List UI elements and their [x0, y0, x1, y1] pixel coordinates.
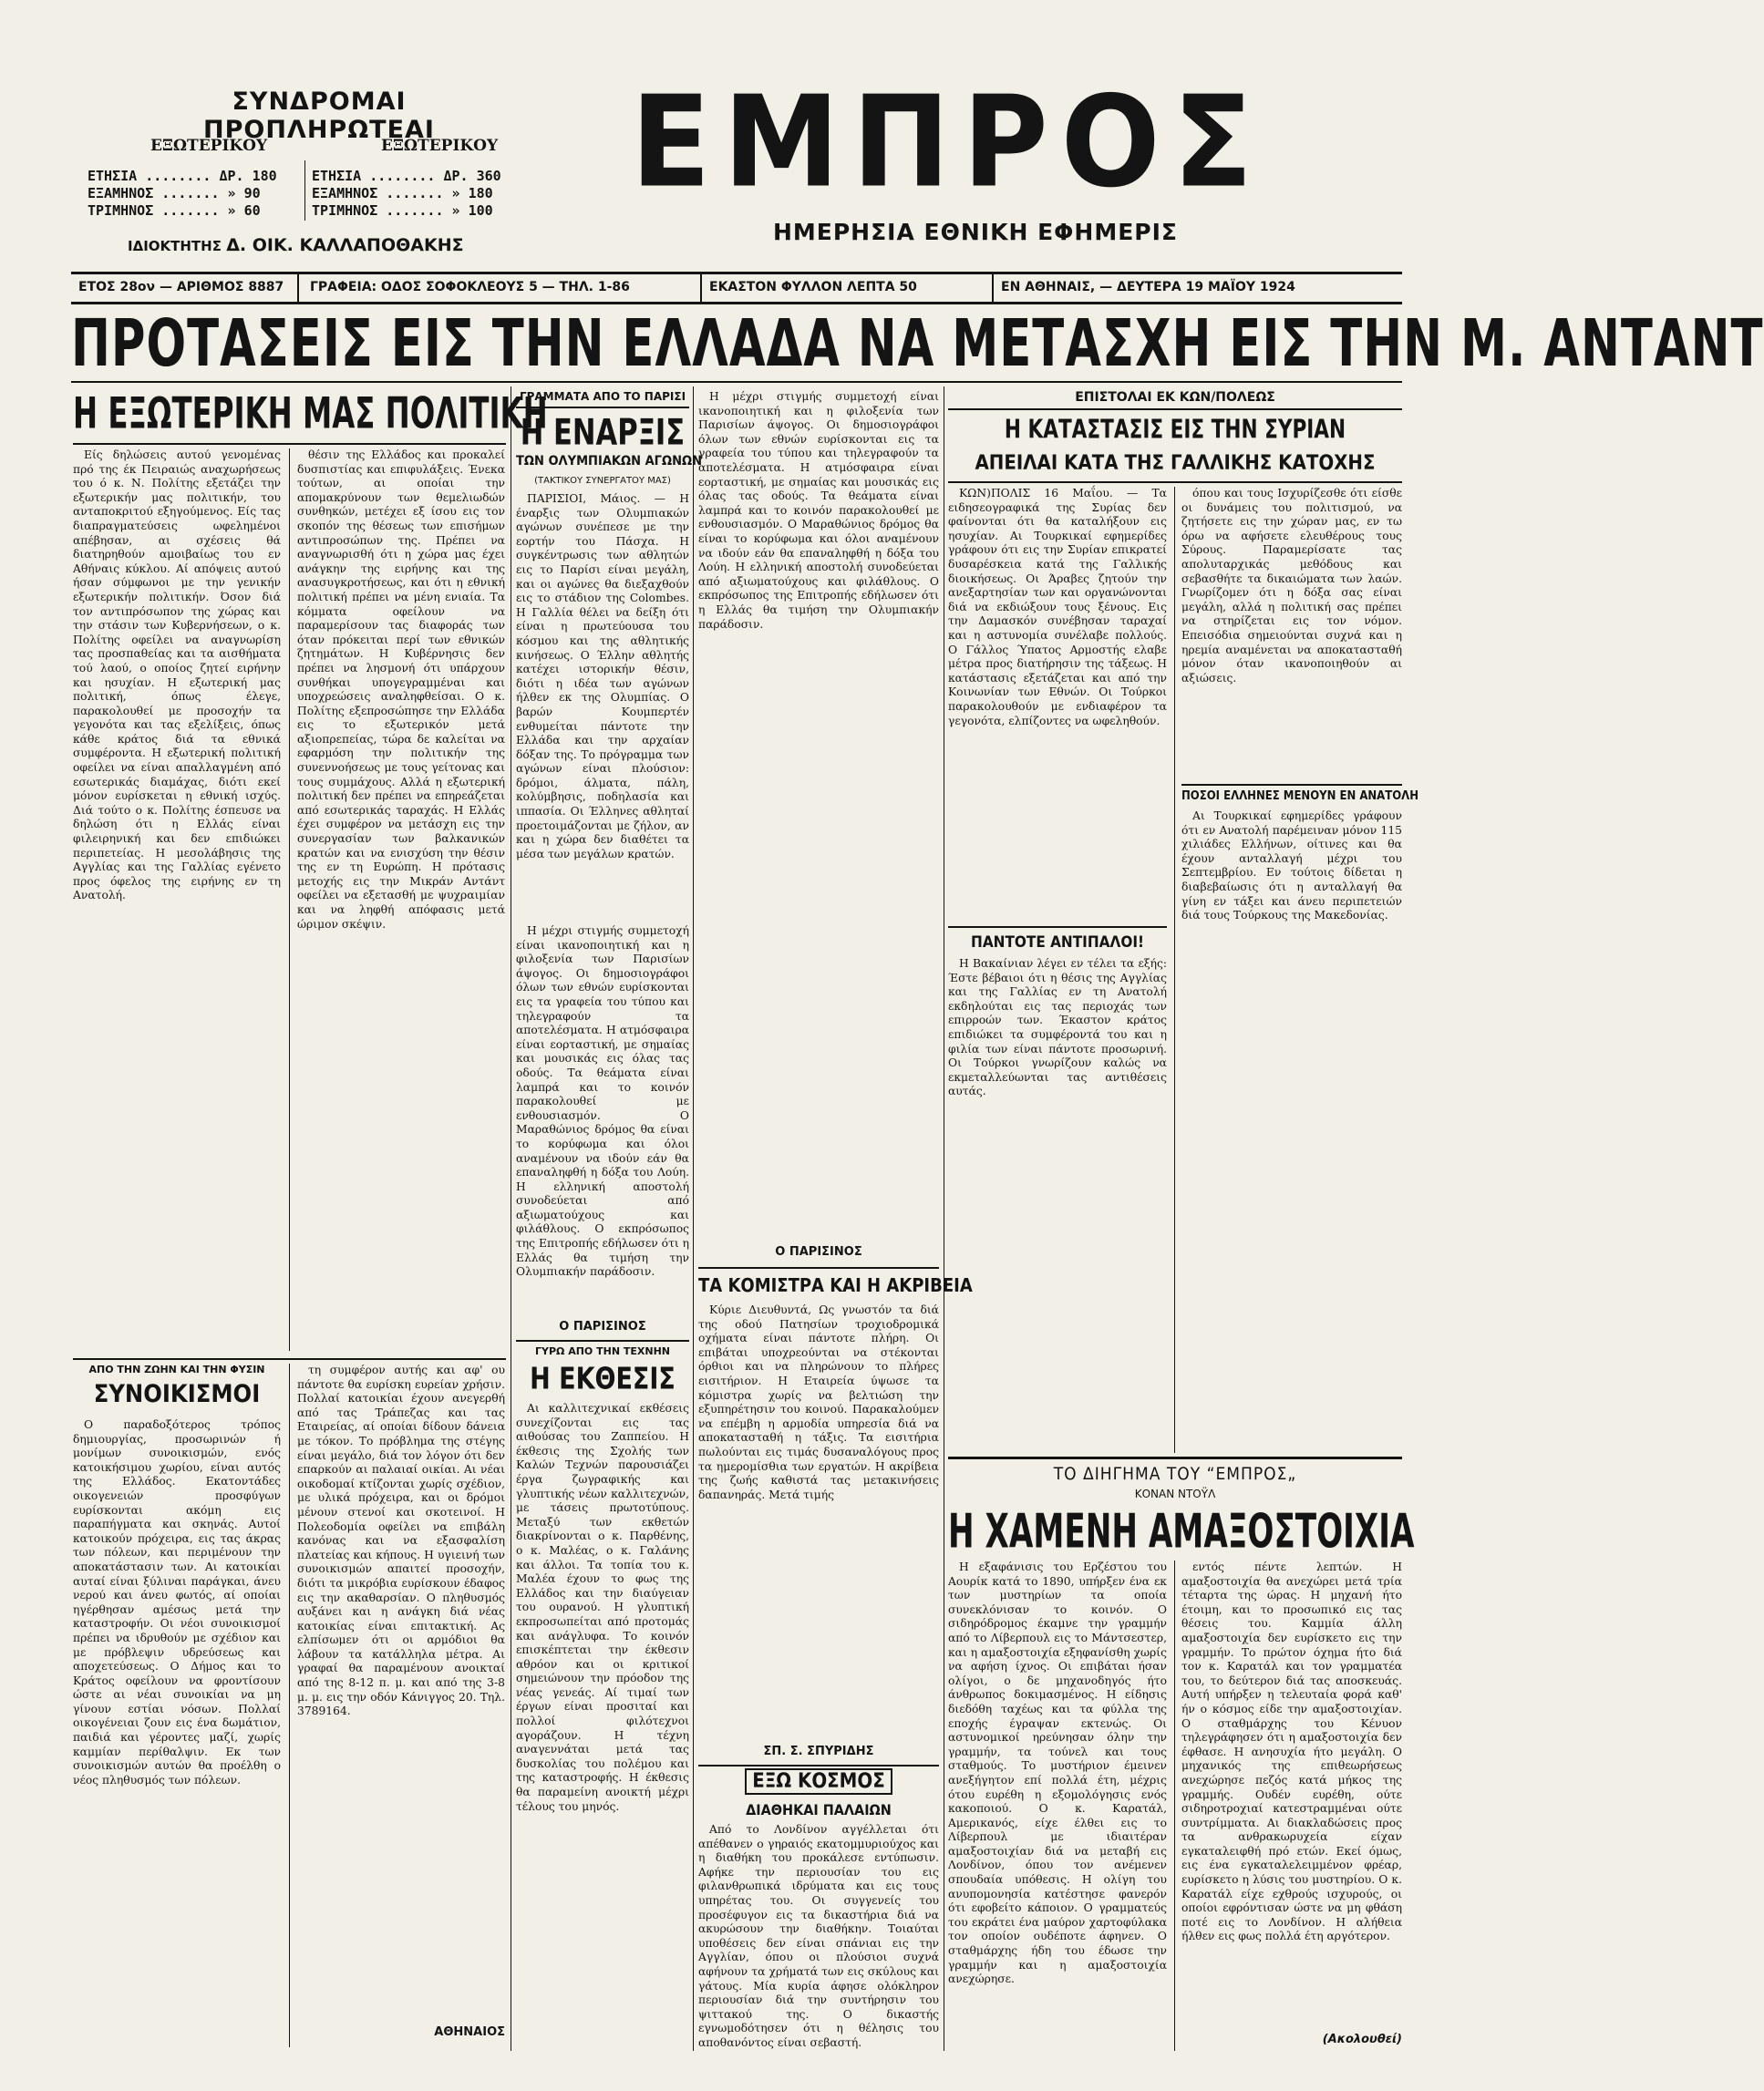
kicker-rule — [948, 408, 1402, 410]
subscriptions-col-left-title: ΕΞΩΤΕΡΙΚΟΥ — [150, 137, 268, 155]
section-rule — [948, 926, 1167, 928]
rates-divider — [304, 160, 305, 221]
section-rule — [516, 1340, 689, 1342]
story-text-col6: εντός πέντε λεπτών. Η αμαξοστοιχία θα ανεχώρει μετά τρία τέταρτα της ώρας. Η μηχανή ήτο έτοιμη, και το προσωπικό εις τας θέσεις του. Καμμία άλλη αμαξοστοιχία δεν ευρίσκετο εις την γραμμήν. Το πρώτον όχημα ήτο διά τον κ. Καρατάλ και τον γραμματέα του, το δεύτερον διά τας αποσκευάς. Αυτή υπήρξεν η τελευταία φορά καθ' ήν ο κόσμος είδε την αμαξοστοιχίαν. Ο σταθμάρχης του Κένυον τηλεγράφησεν ότι η αμαξοστοιχία δεν έφθασε. Η ανησυχία ήτο μεγάλη. Ο μηχανικός της επιθεωρήσεως ανεχώρησε πεζός κατά μήκος της γραμμής. Ουδέν ευρέθη, ούτε σιδηροτροχιαί κατεστραμμέναι ούτε συντρίμματα. Αι διακλαδώσεις προς τα ανθρακωρυχεία είχαν εγκαταλειφθή πρό ετών. Εκεί όμως, εις ένα εγκαταλελειμμένον φρέαρ, ευρίσκετο η λύσις του μυστηρίου. Ο κ. Καρατάλ είχε εχθρούς ισχυρούς, οι οποίοι εφρόντισαν ώστε να μη φθάση ποτέ εις το Λονδίνον. Η αλήθεια ήλθεν εις φως πολλά έτη αργότερον. — [1181, 1561, 1402, 1943]
owner-name: Δ. ΟΙΚ. ΚΑΛΛΑΠΟΘΑΚΗΣ — [226, 235, 464, 255]
rates-right — [312, 168, 531, 220]
column-rule — [289, 1364, 290, 2047]
info-bar — [71, 272, 1402, 304]
syria-text-col6: όπου και τους Ισχυρίζεσθε ότι είσθε οι δυνάμεις του πολιτισμού, να ζητήσετε εις την χώραν μας, εν τω όρω να αφήσετε ελευθέρους τους Σύρους. Παραμερίσατε τας απολυταρχικάς μεθόδους και σεβασθήτε τα δικαιώματα των λαών. Γνωρίζομεν ότι η δόξα σας είναι μεγάλη, αλλά η πολιτική σας πρέπει να στηρίζεται εις τον νόμον. Επεισόδια σημειούνται συχνά και η ηρεμία αναμένεται να αποκατασταθή μόνον όταν ικανοποιηθούν αι αξιώσεις. — [1181, 487, 1402, 685]
subscriptions-title: ΣΥΝΔΡΟΜΑΙ ΠΡΟΠΛΗΡΩΤΕΑΙ — [203, 88, 435, 144]
fares-signature: ΣΠ. Σ. ΣΠΥΡΙΔΗΣ — [763, 1745, 874, 1758]
column-rule — [693, 386, 694, 2051]
antipaloi-text: Η Βακαίνιαν λέγει εν τέλει τα εξής: Έστε βέβαιοι ότι η θέσις της Αγγλίας και της Γαλλίας εν τη Ανατολή εκδηλούται εις τας περιοχάς των επιρροών των. Έκαστον κράτος επιδιώκει τα συμφέροντά του και η φιλία των είναι πάντοτε προσωρινή. Οι Τούρκοι γνωρίζουν καλώς να εκμεταλλεύωνται τας αντιθέσεις αυτάς. — [948, 957, 1167, 1098]
office-address: ΓΡΑΦΕΙΑ: ΟΔΟΣ ΣΟΦΟΚΛΕΟΥΣ 5 — ΤΗΛ. 1-86 — [310, 280, 630, 294]
column-rule — [289, 448, 290, 1351]
title-rule — [73, 443, 506, 445]
story-continued: (Ακολουθεί) — [1322, 2033, 1402, 2046]
foreign-policy-title: Η ΕΞΩΤΕΡΙΚΗ ΜΑΣ ΠΟΛΙΤΙΚΗ — [73, 390, 548, 439]
story-top-rule — [948, 1457, 1402, 1459]
foreign-policy-text-col1: Είς δηλώσεις αυτού γενομένας πρό της έκ Πειραιώς αναχωρήσεως του ό κ. Ν. Πολίτης εξετάζει την εξωτερικήν μας πολιτικήν, του ανταποκριτού εξηγούμενος. Είς τας διαπραγματεύσεις ωφελημένοι απέβησαν, αι σχέσεις θά διατηρηθούν αμοιβαίως του εν Αθήναις κύκλου. Αί απόψεις αυτού ήσαν σύμφωνοι με την γενικήν εξωτερικήν πολιτικήν. Όσον διά τον αντιπρόσωπον της χώρας και την στάσιν των Κυβερνήσεων, ο κ. Πολίτης οφείλει να αναγνωρίση τας προσπαθείας και τα αισθήματα τού λαού, ο οποίος ζητεί ειρήνην και ησυχίαν. Η εξωτερική μας πολιτική, όπως έλεγε, παρακολουθεί με προσοχήν τα γεγονότα και τας εξελίξεις, όπως κάθε κράτος διά τα εθνικά συμφέροντα. Η εξωτερική πολιτική οφείλει να είναι απαλλαγμένη από εσωτερικάς διαμάχας, διότι εκεί μόνον ευρίσκεται η εθνική ισχύς. Διά τούτο ο κ. Πολίτης έσπευσε να δηλώση ότι η Ελλάς είναι φιλειρηνική και δεν επιδιώκει περιπετείας. Η μεσολάβησις της Αγγλίας και της Γαλλίας εγένετο προς όφελος της ειρήνης εν τη Ανατολή. — [73, 448, 281, 902]
rates-left — [88, 168, 299, 220]
rate-row: ΕΞΑΜΗΝΟΣ ....... » 180 — [312, 185, 493, 201]
syria-subtitle: ΑΠΕΙΛΑΙ ΚΑΤΑ ΤΗΣ ΓΑΛΛΙΚΗΣ ΚΑΤΟΧΗΣ — [975, 452, 1376, 475]
olympics-signature: Ο ΠΑΡΙΣΙΝΟΣ — [559, 1320, 646, 1334]
anatolia-title: ΠΟΣΟΙ ΕΛΛΗΝΕΣ ΜΕΝΟΥΝ ΕΝ ΑΝΑΤΟΛΗ — [1181, 789, 1418, 803]
olympics-continuation-text: Η μέχρι στιγμής συμμετοχή είναι ικανοποιητική και η φιλοξενία των Παρισίων άψογος. Οι δημοσιογράφοι όλων των εθνών ευρίσκονται εις τα γραφεία του τύπου και τηλεγραφούν τα αποτελέσματα. Η ατμόσφαιρα είναι εορταστική, με σημαίας και μουσικάς εις όλας τας οδούς. Τα θεάματα είναι λαμπρά και το κοινόν παρακολουθεί με ενθουσιασμόν. Ο Μαραθώνιος δρόμος θα είναι το κορύφωμα και όλοι αναμένουν να ιδούν εάν θα επαναληφθή η δόξα του Λούη. Η ελληνική αποστολή συνοδεύεται από αξιωματούχους και φιλάθλους. Ο εκπρόσωπος της Επιτροπής εδήλωσεν ότι η Ελλάς θα τιμήση την Ολυμπιακήν παράδοσιν. — [698, 390, 939, 631]
abroad-title-box: ΕΞΩ ΚΟΣΜΟΣ — [745, 1768, 892, 1795]
owner-label: ΙΔΙΟΚΤΗΤΗΣ — [128, 238, 222, 254]
issue-date: ΕΝ ΑΘΗΝΑΙΣ, — ΔΕΥΤΕΡΑ 19 ΜΑΪΟΥ 1924 — [1001, 280, 1295, 294]
synoikismoi-title: ΣΥΝΟΙΚΙΣΜΟΙ — [93, 1380, 261, 1408]
story-text-col5: Η εξαφάνισις του Ερζέστου του Αουρίκ κατά το 1890, υπήρξεν ένα εκ των μυστηρίων τα οποία συνεκλόνισαν το κοινόν. Ο σιδηρόδρομος έκαμνε την γραμμήν από το Λίβερπουλ εις το Μάντσεστερ, και η αμαξοστοιχία εξηφανίσθη χωρίς να αφήση ίχνος. Οι επιβάται ήσαν ολίγοι, ο δε μηχανοδηγός ήτο άνθρωπος δοκιμασμένος. Η είδησις διεδόθη ταχέως και τα φύλλα της εποχής έγραψαν εκτενώς. Οι αστυνομικοί ηρεύνησαν όλην την γραμμήν, τα τούνελ και τους σταθμούς. Το μυστήριον έμεινεν ανεξήγητον επί πολλά έτη, μέχρις ότου ευρέθη η εξομολόγησις ενός κακοποιού. Ο κ. Καρατάλ, Αμερικανός, είχε έλθει εις το Λίβερπουλ με ιδιαιτέραν αμαξοστοιχίαν διά να μεταβή εις Λονδίνον, όπου τον ανέμενεν σπουδαία υπόθεσις. Η ολίγη του ανυπομονησία κατέστησε φανερόν ότι εφοβείτο κάποιον. Ο γραμματεύς του εκράτει ένα μαύρον χαρτοφύλακα τον οποίον ουδέποτε άφηνεν. Ο σταθμάρχης ήδη του έδωσε την γραμμήν και η αμαξοστοιχία ανεχώρησε. — [948, 1561, 1167, 1986]
olympics-text-part2: Η μέχρι στιγμής συμμετοχή είναι ικανοποιητική και η φιλοξενία των Παρισίων άψογος. Οι δημοσιογράφοι όλων των εθνών ευρίσκονται εις τα γραφεία του τύπου και τηλεγραφούν τα αποτελέσματα. Η ατμόσφαιρα είναι εορταστική, με σημαίας και μουσικάς εις όλας τας οδούς. Τα θεάματα είναι λαμπρά και το κοινόν παρακολουθεί με ενθουσιασμόν. Ο Μαραθώνιος δρόμος θα είναι το κορύφωμα και όλοι αναμένουν να ιδούν εάν θα επαναληφθή η δόξα του Λούη. Η ελληνική αποστολή συνοδεύεται από αξιωματούχους και φιλάθλους. Ο εκπρόσωπος της Επιτροπής εδήλωσεν ότι η Ελλάς θα τιμήση την Ολυμπιακήν παράδοσιν. — [516, 924, 689, 1279]
section-rule — [698, 1765, 939, 1767]
antipaloi-title: ΠΑΝΤΟΤΕ ΑΝΤΙΠΑΛΟΙ! — [971, 933, 1144, 952]
rate-row: ΤΡΙΜΗΝΟΣ ....... » 60 — [88, 202, 261, 219]
continuation-signature: Ο ΠΑΡΙΣΙΝΟΣ — [775, 1245, 862, 1259]
fares-text: Κύριε Διευθυντά, Ως γνωστόν τα διά της οδού Πατησίων τροχιοδρομικά οχήματα είναι πάντοτε πλήρη. Οι επιβάται υποχρεούνται να στέκονται όρθιοι και να πληρώνουν το πλήρες εισιτήριον. Η Εταιρεία ύψωσε τα κόμιστρα χωρίς να βελτιώση την εξυπηρέτησιν του κοινού. Παρακαλούμεν να επέμβη η αρμοδία υπηρεσία διά να αποκατασταθή η τάξις. Τα εισιτήρια πωλούνται εις τιμάς δυσαναλόγους προς τα ημερομίσθια των εργατών. Η ακρίβεια της ζωής καθιστά τας μετακινήσεις δαπανηράς. Μετά τιμής — [698, 1303, 939, 1501]
fares-title: ΤΑ ΚΟΜΙΣΤΡΑ ΚΑΙ Η ΑΚΡΙΒΕΙΑ — [698, 1274, 973, 1296]
story-title: Η ΧΑΜΕΝΗ ΑΜΑΞΟΣΤΟΙΧΙΑ — [948, 1504, 1415, 1559]
kicker-rule — [516, 407, 689, 408]
newspaper-name: ΕΜΠΡΟΣ — [631, 68, 1265, 216]
column-rule — [1174, 1561, 1175, 2051]
exhibition-text: Αι καλλιτεχνικαί εκθέσεις συνεχίζονται εις τας αιθούσας του Ζαππείου. Η έκθεσις της Σχολής των Καλών Τεχνών παρουσιάζει έργα ζωγραφικής και γλυπτικής νέων καλλιτεχνών, με τάσεις πρωτοτύπους. Μεταξύ των εκθετών διακρίνονται ο κ. Παρθένης, ο κ. Μαλέας, ο κ. Γαλάνης και άλλοι. Τα τοπία του κ. Μαλέα έχουν το φως της Ελλάδος και την διαύγειαν του ουρανού. Η γλυπτική εκπροσωπείται από προτομάς και ανάγλυφα. Το κοινόν επισκέπτεται την έκθεσιν αθρόον και οι κριτικοί σημειώνουν την πρόοδον της νέας γενεάς. Αί τιμαί των έργων είναι προσιταί και πολλοί φιλότεχνοι αγοράζουν. Η τέχνη αναγεννάται μετά τας δυσκολίας του πολέμου και της καταστροφής. Η έκθεσις θα παραμείνη ανοικτή μέχρι τέλους του μηνός. — [516, 1402, 689, 1813]
subscriptions-col-right-title: ΕΞΩΤΕΡΙΚΟΥ — [381, 137, 499, 155]
exhibition-title: Η ΕΚΘΕΣΙΣ — [530, 1362, 676, 1397]
owner-line — [128, 235, 464, 255]
rate-row: ΕΤΗΣΙΑ ........ ΔΡ. 360 — [312, 168, 501, 184]
rate-row: ΕΞΑΜΗΝΟΣ ....... » 90 — [88, 185, 261, 201]
column-rule — [1174, 487, 1175, 1453]
anatolia-text: Αι Τουρκικαί εφημερίδες γράφουν ότι εν Ανατολή παρέμειναν μόνον 115 χιλιάδες Ελλήνων, οίτινες και θα έχουν ανταλλαγή μέχρι του Σεπτεμβρίου. Εν τούτοις δίδεται η διαβεβαίωσις ότι η ανταλλαγή θα γίνη εν τάξει και άνευ περιπετειών διά τους Τούρκους της Μακεδονίας. — [1181, 809, 1402, 922]
abroad-subtitle: ΔΙΑΘΗΚΑΙ ΠΑΛΑΙΩΝ — [746, 1801, 892, 1818]
foreign-policy-text-col2: θέσιν της Ελλάδος και προκαλεί δυσπιστίας και επιφυλάξεις. Ένεκα τούτων, αι οποίαι την απομακρύνουν των θεμελιωδών συνθηκών, μετέχει εξ ίσου εις τον σκοπόν της θέσεως των επισήμων αντιπροσώπων της. Πρέπει να αναγνωρισθή ότι η χώρα μας έχει ανάγκην της ειρήνης και της ανασυγκροτήσεως, και ότι η εθνική πολιτική πρέπει να μένη ενιαία. Τα κόμματα οφείλουν να παραμερίσουν τας διαφοράς των όταν πρόκειται περί των εθνικών ζητημάτων. Η Κυβέρνησις δεν πρέπει να λησμονή ότι υπάρχουν συνθήκαι υπογεγραμμέναι και υποχρεώσεις αναληφθείσαι. Ο κ. Πολίτης εξεπροσώπησε την Ελλάδα εις το εξωτερικόν μετά αξιοπρεπείας, τώρα δε καλείται να εφαρμόση την πολιτικήν της συνεννοήσεως με τους γείτονας και τους συμμάχους. Αλλά η εξωτερική πολιτική δεν πρέπει να επηρεάζεται από εσωτερικάς ταραχάς. Η Ελλάς έχει συμφέρον να μετάσχη εις την συνεργασίαν των βαλκανικών κρατών και να ενισχύση την θέσιν της εν τη Ευρώπη. Η πρότασις μετοχής εις την Μικράν Αντάντ οφείλει να εξετασθή με ψυχραιμίαν και να ληφθή απόφασις μετά ώριμον σκέψιν. — [297, 448, 505, 931]
abroad-text: Από το Λονδίνον αγγέλλεται ότι απέθανεν ο γηραιός εκατομμυριούχος και η διαθήκη του προκάλεσε εντύπωσιν. Αφήκε την περιουσίαν του εις φιλανθρωπικά ιδρύματα και εις τους υπηρέτας του. Οι συγγενείς του προσέφυγον εις τα δικαστήρια διά να ακυρώσουν την διαθήκην. Τοιαύται υποθέσεις δεν είναι σπάνιαι εις την Αγγλίαν, όπου οι πλούσιοι συχνά αφήνουν τα χρήματά των εις σκύλους και γάτους. Μία κυρία άφησε ολόκληρον περιουσίαν διά την συντήρησιν του ψιττακού της. Ο δικαστής εγνωμοδότησεν ότι η θέλησις του αποθανόντος είναι σεβαστή. — [698, 1823, 939, 2049]
rate-row: ΕΤΗΣΙΑ ........ ΔΡ. 180 — [88, 168, 277, 184]
olympics-title: Η ΕΝΑΡΞΙΣ — [520, 412, 686, 454]
syria-title: Η ΚΑΤΑΣΤΑΣΙΣ ΕΙΣ ΤΗΝ ΣΥΡΙΑΝ — [1004, 414, 1346, 445]
section-rule — [698, 1267, 939, 1269]
syria-text-col5: ΚΩΝ)ΠΟΛΙΣ 16 Μαΐου. — Τα ειδησεογραφικά της Συρίας δεν φαίνονται ότι θα καταλήξουν εις ησυχίαν. Αι Τουρκικαί εφημερίδες γράφουν ότι εις την Συρίαν επικρατεί δυσαρέσκεια κατά της Γαλλικής διοικήσεως. Οι Άραβες ζητούν την ανεξαρτησίαν των και οργανώνονται διά να εκδιώξουν τους ξένους. Εις την Δαμασκόν συνέβησαν ταραχαί και η αστυνομία συνέλαβε πολλούς. Ο Γάλλος Ύπατος Αρμοστής ελαβε μέτρα προς διατήρησιν της τάξεως. Η κατάστασις εξετάζεται και από την Κοινωνίαν των Εθνών. Οι Τούρκοι παρακολουθούν με ενδιαφέρον τα γεγονότα, ελπίζοντες να ωφεληθούν. — [948, 487, 1167, 727]
olympics-kicker: ΓΡΑΜΜΑΤΑ ΑΠΟ ΤΟ ΠΑΡΙΣΙ — [519, 390, 686, 403]
title-rule — [948, 481, 1402, 483]
olympics-text-part1: ΠΑΡΙΣΙΟΙ, Μάιος. — Η έναρξις των Ολυμπιακών αγώνων συνέπεσε με την εορτήν του Πάσχα. Η συγκέντρωσις των αθλητών εις το Παρίσι είναι μεγάλη, και οι αγώνες θα διεξαχθούν εις το στάδιον της Colombes. Η Γαλλία θέλει να δείξη ότι είναι η πρωτεύουσα του κόσμου και της αθλητικής κινήσεως. Ο Έλλην αθλητής κατέχει ιστορικήν θέσιν, διότι η ιδέα των αγώνων ήλθεν εκ της Ολυμπίας. Ο βαρών Κουμπερτέν ενθυμείται πάντοτε την Ελλάδα και την αρχαίαν δόξαν της. Το πρόγραμμα των αγώνων είναι πλούσιον: δρόμοι, άλματα, πάλη, κολύμβησις, ποδηλασία και ιππασία. Οι Έλληνες αθληταί προετοιμάζονται με ζήλον, αν και η χώρα δεν διαθέτει τα μέσα των μεγάλων κρατών. — [516, 492, 689, 860]
issue-price: ΕΚΑΣΤΟΝ ΦΥΛΛΟΝ ΛΕΠΤΑ 50 — [709, 280, 917, 294]
headline-rule — [71, 381, 1402, 383]
olympics-subtitle: ΤΩΝ ΟΛΥΜΠΙΑΚΩΝ ΑΓΩΝΩΝ — [516, 454, 702, 469]
synoikismoi-text-col1: Ο παραδοξότερος τρόπος δημιουργίας, προσωρινών ή μονίμων συνοικισμών, ενός κατοικήσιμου χωρίου, είναι αυτός της Ελλάδος. Εκατοντάδες οικογενειών προσφύγων ευρίσκονται ακόμη εις παραπήγματα και σκηνάς. Αυτοί κατοικούν πρόχειρα, εις τας άκρας των πόλεων, και περιμένουν την αποκατάστασιν των. Αι κατοικίαι αυταί είναι ξύλιναι παράγκαι, άνευ νερού και άνευ φωτός, αί οποίαι ηγέρθησαν αμέσως μετά την καταστροφήν. Οι νέοι συνοικισμοί πρέπει να ιδρυθούν με σχέδιον και με πρόβλεψιν υδρεύσεως και αποχετεύσεως. Ο Δήμος και το Κράτος οφείλουν να φροντίσουν ώστε αι νέαι συνοικίαι να μη γίνουν εστίαι νόσων. Πολλαί οικογένειαι ζουν εις ένα δωμάτιον, παιδιά και γέροντες μαζί, χωρίς καμμίαν περίθαλψιν. Εκ των συνοικισμών αυτών θα προέλθη ο νέος πληθυσμός των πόλεων. — [73, 1418, 281, 1787]
abroad-title — [698, 1770, 939, 1793]
exhibition-kicker: ΓΥΡΩ ΑΠΟ ΤΗΝ ΤΕΧΝΗΝ — [535, 1345, 670, 1357]
main-headline: ΠΡΟΤΑΣΕΙΣ ΕΙΣ ΤΗΝ ΕΛΛΑΔΑ ΝΑ ΜΕΤΑΣΧΗ ΕΙΣ ΤΗΝ Μ. ΑΝΤΑΝΤ — [71, 306, 1764, 382]
issue-number: ΕΤΟΣ 28ον — ΑΡΙΘΜΟΣ 8887 — [78, 280, 284, 294]
constantinople-kicker: ΕΠΙΣΤΟΛΑΙ ΕΚ ΚΩΝ/ΠΟΛΕΩΣ — [1075, 390, 1275, 405]
section-rule — [1181, 784, 1402, 786]
rate-row: ΤΡΙΜΗΝΟΣ ....... » 100 — [312, 202, 493, 219]
synoikismoi-text-col2: τη συμφέρον αυτής και αφ' ου πάντοτε θα ευρίσκη ευρείαν χρήσιν. Πολλαί κατοικίαι έχουν ανεγερθή από τας Τράπεζας και τας Εταιρείας, αί οποίαι δίδουν δάνεια με τόκον. Το πρόβλημα της στέγης είναι μεγάλο, διά τον λόγον ότι δεν επαρκούν αι παλαιαί οικίαι. Αι νέαι οικοδομαί κτίζονται χωρίς σχέδιον, με υλικά πρόχειρα, και οι δρόμοι μένουν στενοί και σκοτεινοί. Η Πολεοδομία οφείλει να επιβάλη κανόνας και να εξασφαλίση πλατείας και κήπους. Η υγιεινή των συνοικισμών απαιτεί προσοχήν, διότι τα μικρόβια ευρίσκουν έδαφος εις την ακαθαρσίαν. Ο πληθυσμός αυξάνει και η ανάγκη διά νέας κατοικίας είναι επιτακτική. Ας ελπίσωμεν ότι οι αρμόδιοι θα λάβουν τα κατάλληλα μέτρα. Αι γραφαί θα παραμένουν ανοικταί από της 8-12 π. μ. και από της 3-8 μ. μ. εις την οδόν Κάνιγγος 20. Τηλ. 3789164. — [297, 1364, 505, 1718]
story-kicker: ΤΟ ΔΙΗΓΗΜΑ ΤΟΥ “ΕΜΠΡΟΣ„ — [1053, 1464, 1297, 1484]
story-author: ΚΟΝΑΝ ΝΤΟΫΛ — [1134, 1488, 1216, 1500]
tagline: ΗΜΕΡΗΣΙΑ ΕΘΝΙΚΗ ΕΦΗΜΕΡΙΣ — [772, 219, 1179, 245]
synoikismoi-signature: ΑΘΗΝΑΙΟΣ — [434, 2025, 505, 2039]
synoikismoi-kicker: ΑΠΟ ΤΗΝ ΖΩΗΝ ΚΑΙ ΤΗΝ ΦΥΣΙΝ — [88, 1364, 265, 1375]
section-rule — [73, 1358, 506, 1360]
olympics-byline: (ΤΑΚΤΙΚΟΥ ΣΥΝΕΡΓΑΤΟΥ ΜΑΣ) — [534, 476, 671, 486]
